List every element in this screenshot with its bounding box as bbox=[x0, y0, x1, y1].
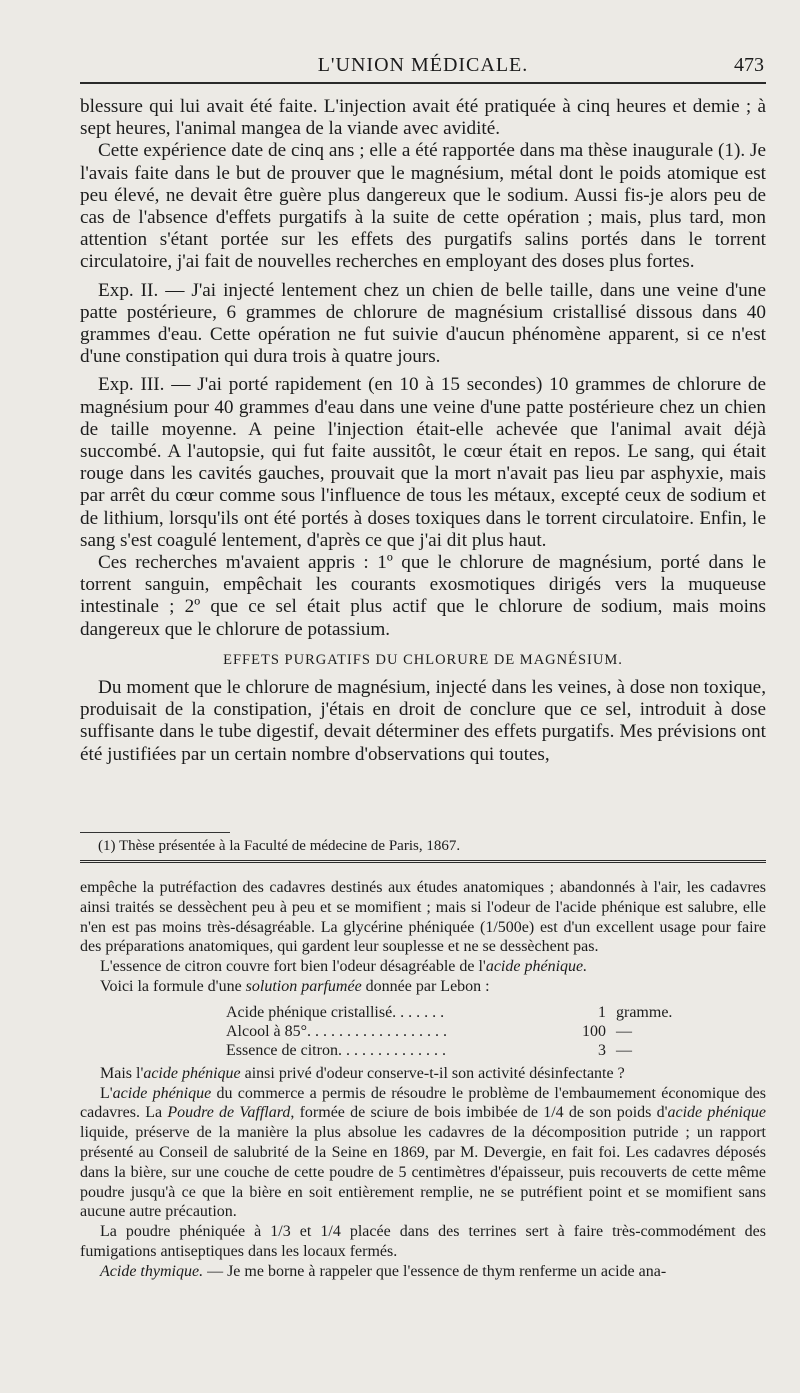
footnote-text: (1) Thèse présentée à la Faculté de médecine de Paris, 1867. bbox=[98, 838, 461, 854]
formula-row bbox=[226, 1022, 800, 1041]
paragraph-continuation: blessure qui lui avait été faite. L'injection avait été pratiquée à cinq heures et demie ; à sept heures, l'animal mangea de la viande avec avidité. bbox=[80, 96, 766, 140]
ingredient-name: Alcool à 85°. . . . . . . . . . . . . . . . . . bbox=[226, 1022, 448, 1040]
text-run: Mais l' bbox=[100, 1064, 144, 1082]
paragraph-question bbox=[80, 1064, 766, 1084]
formula-row bbox=[226, 1041, 800, 1060]
italic-term: acide phénique bbox=[112, 1084, 212, 1102]
ingredient-unit: — bbox=[616, 1041, 632, 1059]
ingredient-name: Acide phénique cristallisé. . . . . . . bbox=[226, 1003, 445, 1021]
italic-term: Poudre de Vafflard bbox=[167, 1104, 291, 1122]
formula-row bbox=[226, 1003, 800, 1022]
ingredient-quantity: 100 bbox=[582, 1022, 606, 1040]
paragraph-embalming bbox=[80, 1084, 766, 1223]
lower-article-text bbox=[80, 878, 766, 1282]
paragraph-thymic-acid bbox=[80, 1262, 766, 1282]
paragraph-putrefaction: empêche la putréfaction des cadavres destinés aux études anatomiques ; abandonnés à l'air, les cadavres ainsi traités se dessèchent peu à peu et se momifient ; mais si l'odeur de l'acide phénique est salubre, elle n'en est pas moins très-désagréable. La glycérine phéniquée (1/500e) est d'un excellent usage pour faire des préparations anatomiques, qui gardent leur souplesse et ne se dessèchent pas. bbox=[80, 879, 766, 956]
ingredient-unit: gramme. bbox=[616, 1003, 673, 1021]
italic-term: acide phénique bbox=[667, 1104, 767, 1122]
text-run: Voici la formule d'une bbox=[100, 977, 246, 995]
paragraph-thesis: Cette expérience date de cinq ans ; elle a été rapportée dans ma thèse inaugurale (1). Je l'avais faite dans le but de prouver que le magnésium, métal dont le poids atomique est peu élevé, ne devait être guère plus dangereux que le sodium. Aussi fis-je alors peu de cas de l'absence d'effets purgatifs à la suite de cette opération ; mais, plus tard, mon attention s'étant portée sur les effets des purgatifs salins portés dans le torrent circulatoire, j'ai fait de nouvelles recherches en employant des doses plus fortes. bbox=[80, 140, 766, 273]
text-run: , formée de sciure de bois imbibée de 1/4 de son poids d' bbox=[290, 1104, 668, 1122]
text-run: liquide, préserve de la manière la plus absolue les cadavres de la décomposition putride ; un rapport présenté au Conseil de salubrité de la Seine en 1869, par M. Devergie, en fait foi. Les cadavres déposés dans la bière, sur une couche de cette poudre de 5 centimètres d'épaisseur, puis recouverts de cette même poudre jusqu'à ce que la bière en soit entièrement remplie, ne se putréfient point et se momifient sans aucune autre précaution. bbox=[80, 1124, 766, 1221]
running-header bbox=[80, 52, 766, 84]
text-run: du commerce a permis de résoudre le problème de l'embaumement économique des cadavres. La bbox=[80, 1084, 767, 1122]
paragraph-experiment-3 bbox=[80, 374, 766, 552]
experiment-label: Exp. II. bbox=[98, 279, 159, 301]
text-run: — Je me borne à rappeler que l'essence de thym renferme un acide ana- bbox=[203, 1262, 667, 1280]
italic-term: acide phénique bbox=[143, 1064, 241, 1082]
text-run: ainsi privé d'odeur conserve-t-il son activité désinfectante ? bbox=[240, 1064, 625, 1082]
experiment-text: — J'ai porté rapidement (en 10 à 15 secondes) 10 grammes de chlorure de magnésium pour 40 grammes d'eau dans une veine d'une patte postérieure chez un chien de taille moyenne. A peine l'injection était-elle achevée que l'animal avait déjà succombé. A l'autopsie, qui fut faite aussitôt, le cœur était en repos. Le sang, qui était rouge dans les cavités gauches, prouvait que la mort n'avait pas lieu par asphyxie, mais par arrêt du cœur comme sous l'influence de tous les métaux, excepté ceux de sodium et de lithium, lorsqu'ils ont été portés à doses toxiques dans le torrent circulatoire. Enfin, le sang s'est coagulé lentement, d'après ce que j'ai dit plus haut. bbox=[80, 374, 766, 551]
paragraph-purgative-effects: Du moment que le chlorure de magnésium, injecté dans les veines, à dose non toxique, produisait de la constipation, j'étais en droit de conclure que ce sel, introduit à dose suffisante dans le tube digestif, devait déterminer des effets purgatifs. Mes prévisions ont été justifiées par un certain nombre d'observations qui toutes, bbox=[80, 677, 766, 765]
upper-article-text bbox=[80, 96, 766, 766]
paragraph-findings: Ces recherches m'avaient appris : 1º que le chlorure de magnésium, porté dans le torrent sanguin, empêchait les courants exosmotiques dirigés vers la muqueuse intestinale ; 2º que ce sel était plus actif que le chlorure de sodium, mais moins dangereux que le chlorure de potassium. bbox=[80, 552, 766, 640]
experiment-label: Exp. III. bbox=[98, 374, 165, 396]
ingredient-quantity: 1 bbox=[598, 1003, 606, 1021]
italic-term: solution parfumée bbox=[245, 977, 362, 995]
paragraph-lemon-essence bbox=[80, 957, 766, 977]
formula-table bbox=[226, 1003, 800, 1060]
journal-title: L'UNION MÉDICALE. bbox=[317, 54, 529, 76]
paragraph-experiment-2 bbox=[80, 280, 766, 369]
experiment-text: — J'ai injecté lentement chez un chien de belle taille, dans une veine d'une patte postérieure, 6 grammes de chlorure de magnésium cristallisé dissous dans 40 grammes d'eau. Cette opération ne fut suivie d'aucun phénomène apparent, si ce n'est d'une constipation qui dura trois à quatre jours. bbox=[80, 279, 766, 368]
page-number: 473 bbox=[734, 54, 764, 76]
paragraph-fumigation: La poudre phéniquée à 1/3 et 1/4 placée dans des terrines sert à faire très-commodément des fumigations antiseptiques dans les locaux fermés. bbox=[80, 1223, 766, 1260]
footnote-rule bbox=[80, 832, 230, 833]
text-run: L'essence de citron couvre fort bien l'odeur désagréable de l' bbox=[100, 958, 486, 976]
italic-term: acide phénique. bbox=[485, 958, 588, 976]
section-heading: EFFETS PURGATIFS DU CHLORURE DE MAGNÉSIUM. bbox=[223, 651, 623, 668]
italic-term: Acide thymique. bbox=[100, 1262, 204, 1280]
ingredient-unit: — bbox=[616, 1022, 632, 1040]
paragraph-formula-intro bbox=[80, 977, 766, 997]
text-run: L' bbox=[100, 1084, 113, 1102]
text-run: donnée par Lebon : bbox=[361, 977, 490, 995]
section-divider bbox=[80, 860, 766, 863]
ingredient-quantity: 3 bbox=[598, 1041, 606, 1059]
ingredient-name: Essence de citron. . . . . . . . . . . . . . bbox=[226, 1041, 446, 1059]
